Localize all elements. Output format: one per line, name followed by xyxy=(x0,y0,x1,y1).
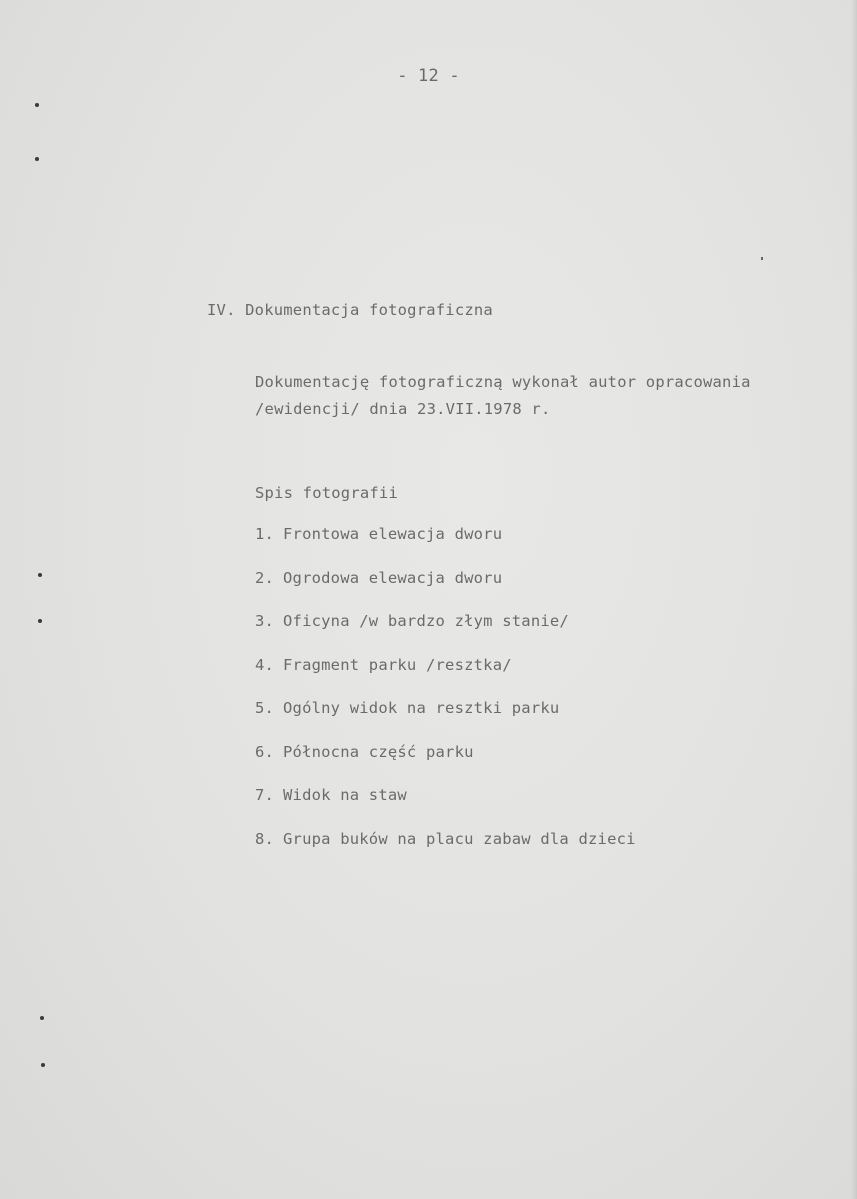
list-item-number: 5. xyxy=(255,699,275,717)
paper-speck xyxy=(761,257,763,260)
punch-mark xyxy=(35,157,39,161)
list-item-number: 8. xyxy=(255,829,275,848)
list-item-number: 2. xyxy=(255,568,275,587)
intro-line: /ewidencji/ dnia 23.VII.1978 r. xyxy=(255,400,551,418)
intro-paragraph xyxy=(255,369,751,423)
list-item-text: Fragment parku /resztka/ xyxy=(283,655,512,674)
punch-mark xyxy=(38,573,42,577)
list-item xyxy=(255,525,636,569)
list-item-text: Ogólny widok na resztki parku xyxy=(283,699,560,717)
list-item xyxy=(255,743,636,787)
punch-mark xyxy=(38,619,42,623)
intro-line: Dokumentację fotograficzną wykonał autor opracowania xyxy=(255,373,751,391)
photo-list-title: Spis fotografii xyxy=(255,484,398,502)
section-heading: IV. Dokumentacja fotograficzna xyxy=(207,301,493,319)
list-item xyxy=(255,830,636,874)
list-item-text: Grupa buków na placu zabaw dla dzieci xyxy=(283,829,636,848)
list-item-text: Frontowa elewacja dworu xyxy=(283,525,503,543)
page-number: - 12 - xyxy=(397,66,460,86)
list-item xyxy=(255,699,636,743)
punch-mark xyxy=(41,1063,45,1067)
list-item xyxy=(255,656,636,700)
punch-mark xyxy=(40,1016,44,1020)
photo-list xyxy=(255,525,636,873)
list-item-number: 3. xyxy=(255,612,275,630)
list-item-text: Północna część parku xyxy=(283,742,474,761)
list-item-text: Widok na staw xyxy=(283,786,407,804)
list-item-number: 4. xyxy=(255,655,275,674)
list-item xyxy=(255,569,636,613)
list-item-text: Oficyna /w bardzo złym stanie/ xyxy=(283,612,569,630)
list-item-text: Ogrodowa elewacja dworu xyxy=(283,568,503,587)
punch-mark xyxy=(35,103,39,107)
list-item-number: 7. xyxy=(255,786,275,804)
page-edge-shadow xyxy=(851,0,857,1199)
list-item xyxy=(255,612,636,656)
list-item xyxy=(255,786,636,830)
list-item-number: 1. xyxy=(255,525,275,543)
list-item-number: 6. xyxy=(255,742,275,761)
